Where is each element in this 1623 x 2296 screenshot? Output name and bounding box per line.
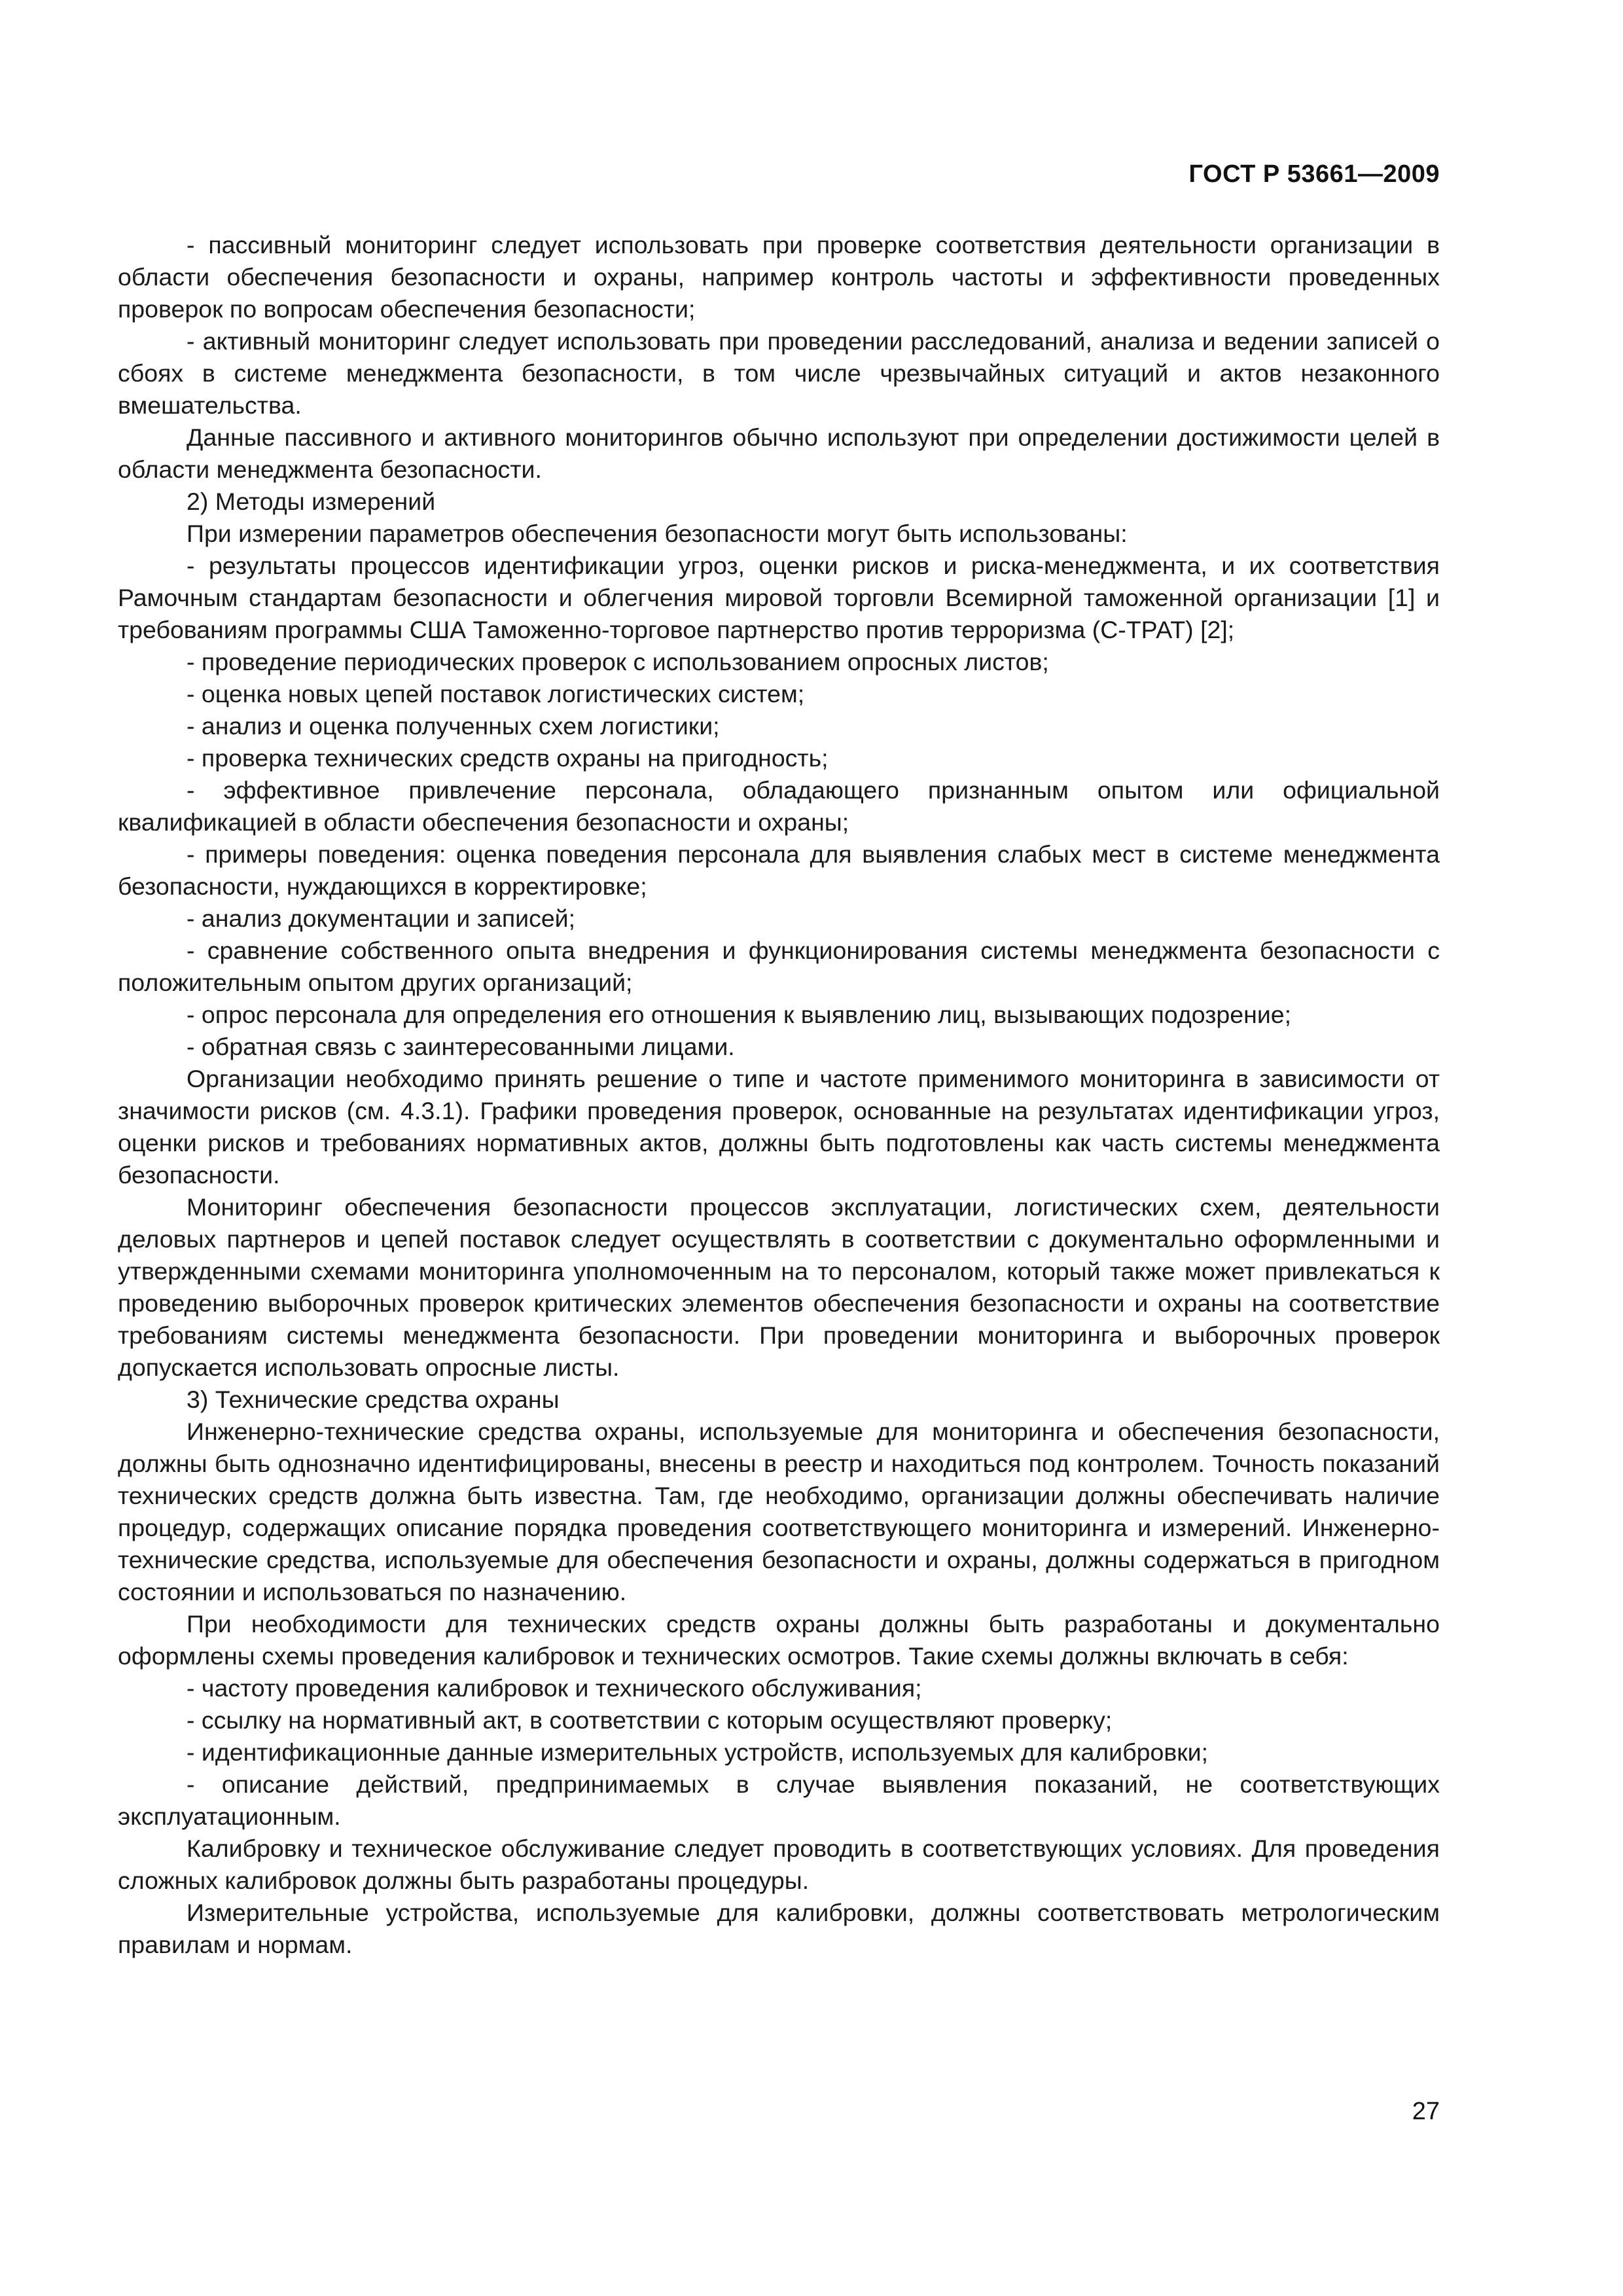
paragraph: При необходимости для технических средств охраны должны быть разработаны и документально оформлены схемы проведения калибровок и технических осмотров. Такие схемы должны включать в себя: <box>118 1610 1440 1670</box>
paragraph: Организации необходимо принять решение о типе и частоте применимого мониторинга в зависимости от значимости рисков (см. 4.3.1). Графики проведения проверок, основанные на результатах идентификации угроз, оценки рисков и требованиях нормативных актов, должны быть подготовлены как часть системы менеджмента безопасности. <box>118 1065 1440 1189</box>
list-item: - эффективное привлечение персонала, обладающего признанным опытом или официальной квалификацией в области обеспечения безопасности и охраны; <box>118 776 1440 836</box>
list-item: - результаты процессов идентификации угроз, оценки рисков и риска-менеджмента, и их соответствия Рамочным стандартам безопасности и облегчения мировой торговли Всемирной таможенной организации [1] и требованиям программы США Таможенно-торговое партнерство против терроризма (С-ТРАТ) [2]; <box>118 552 1440 643</box>
section-heading: 2) Методы измерений <box>187 488 436 515</box>
list-item: - обратная связь с заинтересованными лицами. <box>187 1033 735 1060</box>
paragraph: Данные пассивного и активного мониторингов обычно используют при определении достижимости целей в области менеджмента безопасности. <box>118 423 1440 483</box>
page-number: 27 <box>1412 2098 1440 2125</box>
list-item: - идентификационные данные измерительных устройств, используемых для калибровки; <box>187 1738 1209 1766</box>
list-item: - ссылку на нормативный акт, в соответствии с которым осуществляют проверку; <box>187 1706 1113 1734</box>
list-item: - опрос персонала для определения его отношения к выявлению лиц, вызывающих подозрение; <box>187 1001 1292 1028</box>
document-id-header: ГОСТ Р 53661—2009 <box>1188 160 1440 188</box>
section-heading: 3) Технические средства охраны <box>187 1386 560 1413</box>
list-item: - проведение периодических проверок с использованием опросных листов; <box>187 648 1049 675</box>
list-item: - описание действий, предпринимаемых в случае выявления показаний, не соответствующих эксплуатационным. <box>118 1770 1440 1830</box>
list-item: - анализ и оценка полученных схем логистики; <box>187 712 720 740</box>
paragraph: - активный мониторинг следует использовать при проведении расследований, анализа и ведении записей о сбоях в системе менеджмента безопасности, в том числе чрезвычайных ситуаций и актов незаконного вмешательства. <box>118 327 1440 419</box>
list-item: - сравнение собственного опыта внедрения и функционирования системы менеджмента безопасности с положительным опытом других организаций; <box>118 937 1440 996</box>
list-item: - примеры поведения: оценка поведения персонала для выявления слабых мест в системе менеджмента безопасности, нуждающихся в корректировке; <box>118 840 1440 900</box>
paragraph: - пассивный мониторинг следует использовать при проверке соответствия деятельности организации в области обеспечения безопасности и охраны, например контроль частоты и эффективности проведенных проверок по вопросам обеспечения безопасности; <box>118 231 1440 323</box>
list-item: - частоту проведения калибровок и технического обслуживания; <box>187 1674 922 1702</box>
paragraph: Калибровку и техническое обслуживание следует проводить в соответствующих условиях. Для проведения сложных калибровок должны быть разработаны процедуры. <box>118 1835 1440 1894</box>
paragraph: При измерении параметров обеспечения безопасности могут быть использованы: <box>187 520 1128 547</box>
list-item: - оценка новых цепей поставок логистических систем; <box>187 680 805 708</box>
list-item: - проверка технических средств охраны на пригодность; <box>187 744 829 772</box>
list-item: - анализ документации и записей; <box>187 905 576 932</box>
paragraph: Мониторинг обеспечения безопасности процессов эксплуатации, логистических схем, деятельности деловых партнеров и цепей поставок следует осуществлять в соответствии с документально оформленными и утвержденными схемами мониторинга уполномоченным на то персоналом, который также может привлекаться к проведению выборочных проверок критических элементов обеспечения безопасности и охраны на соответствие требованиям системы менеджмента безопасности. При проведении мониторинга и выборочных проверок допускается использовать опросные листы. <box>118 1193 1440 1381</box>
paragraph: Инженерно-технические средства охраны, используемые для мониторинга и обеспечения безопасности, должны быть однозначно идентифицированы, внесены в реестр и находиться под контролем. Точность показаний технических средств должна быть известна. Там, где необходимо, организации должны обеспечивать наличие процедур, содержащих описание порядка проведения соответствующего мониторинга и измерений. Инженерно-технические средства, используемые для обеспечения безопасности и охраны, должны содержаться в пригодном состоянии и использоваться по назначению. <box>118 1418 1440 1605</box>
page-body <box>118 229 1440 1961</box>
paragraph: Измерительные устройства, используемые для калибровки, должны соответствовать метрологическим правилам и нормам. <box>118 1899 1440 1958</box>
